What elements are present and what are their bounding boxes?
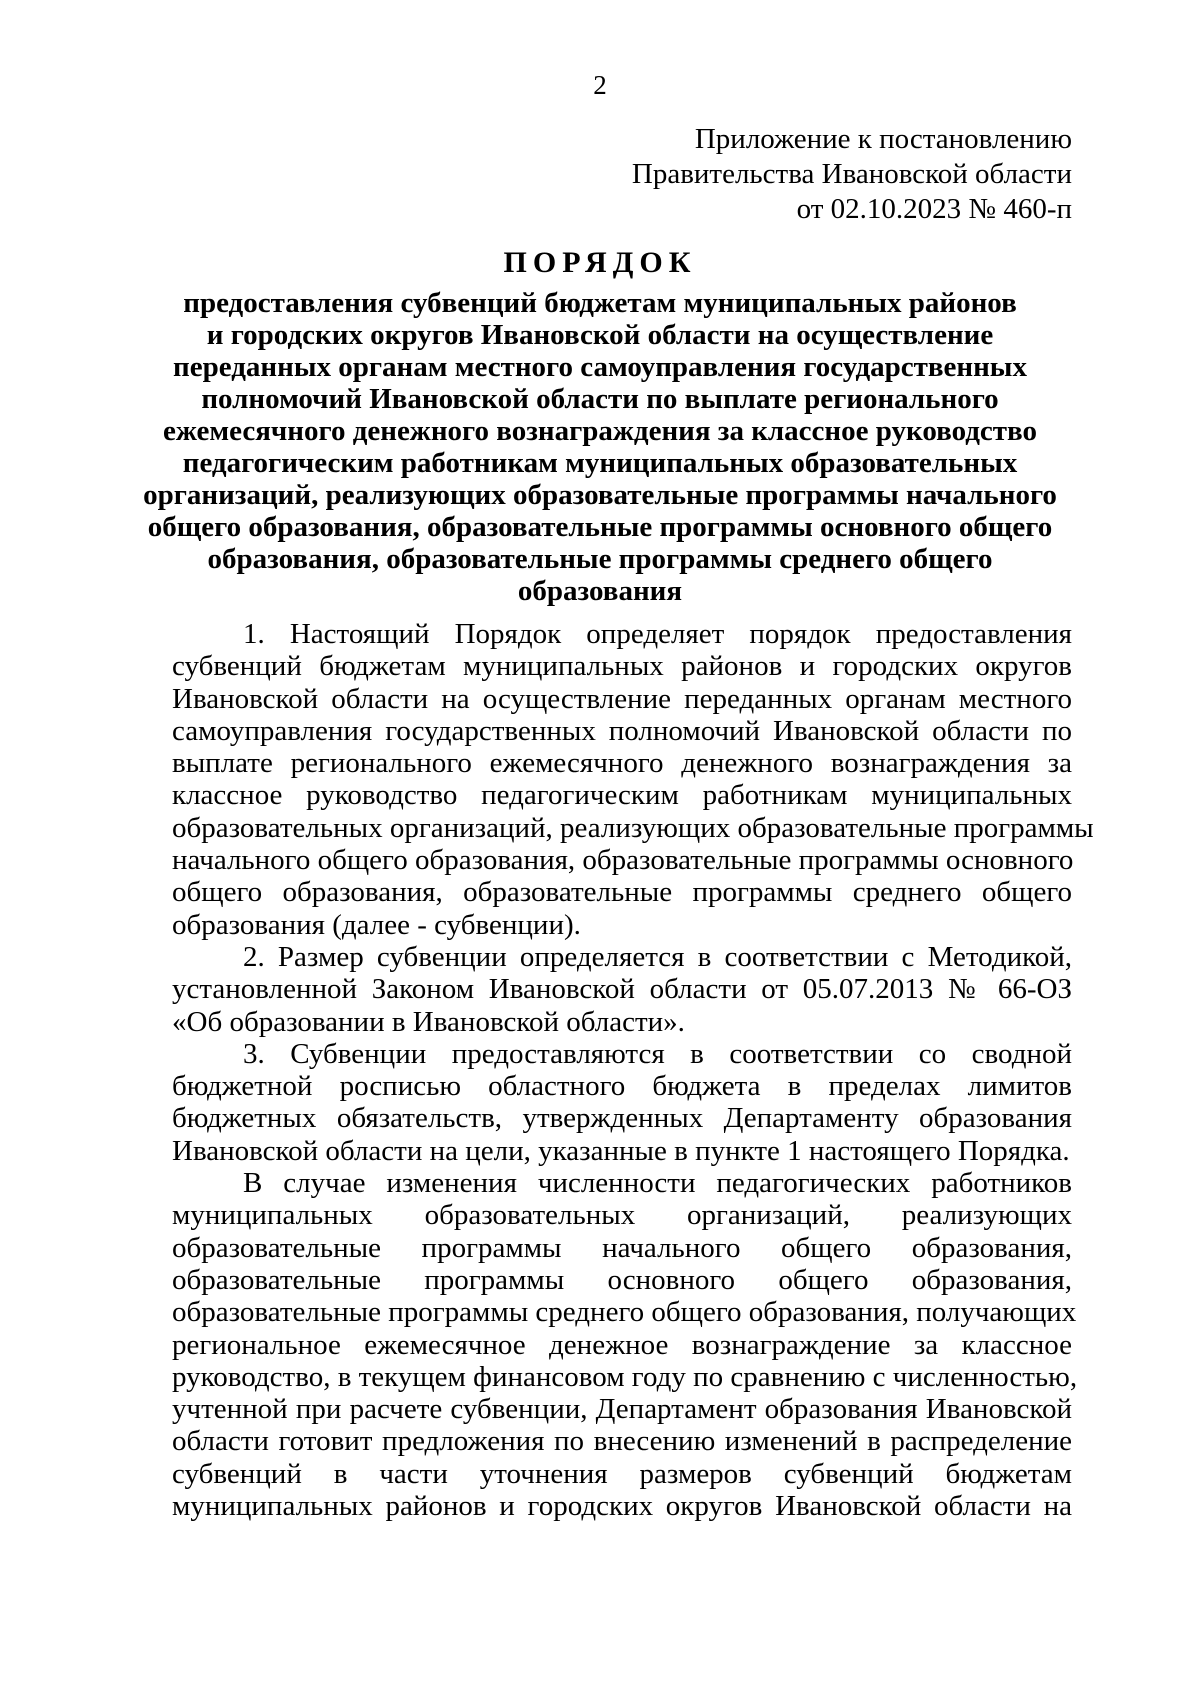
paragraph-4	[172, 1167, 1078, 1523]
document-subtitle	[0, 287, 1200, 607]
body-line: муниципальных образовательных организаций, реализующих	[172, 1199, 1072, 1232]
body-line: образования (далее - субвенции).	[172, 908, 581, 941]
paragraph-2	[172, 941, 1072, 1038]
page-number: 2	[593, 70, 607, 100]
subtitle-line: переданных органам местного самоуправления государственных	[173, 351, 1027, 383]
body-line: В случае изменения численности педагогических работников	[243, 1167, 1072, 1200]
appendix-line: от 02.10.2023 № 460-п	[796, 193, 1072, 225]
body-line: муниципальных районов и городских округов Ивановской области на	[172, 1490, 1072, 1523]
body-line: образовательные программы основного общего образования,	[172, 1263, 1072, 1296]
body-line: 1. Настоящий Порядок определяет порядок предоставления	[243, 618, 1072, 650]
body-line: субвенций в части уточнения размеров субвенций бюджетам	[172, 1457, 1072, 1490]
appendix-header	[632, 122, 1072, 227]
body-line: региональное ежемесячное денежное вознаграждение за классное	[172, 1328, 1072, 1361]
paragraph-3	[172, 1038, 1072, 1167]
body-line: Ивановской области на цели, указанные в пункте 1 настоящего Порядка.	[172, 1134, 1070, 1167]
subtitle-line: педагогическим работникам муниципальных образовательных	[182, 447, 1018, 479]
subtitle-line: ежемесячного денежного вознаграждения за классное руководство	[163, 415, 1037, 447]
body-line: начального общего образования, образовательные программы основного	[172, 844, 1074, 877]
body-line: образовательных организаций, реализующих образовательные программы	[172, 811, 1094, 844]
body-line: общего образования, образовательные программы среднего общего	[172, 876, 1072, 909]
body-line: бюджетной росписью областного бюджета в пределах лимитов	[172, 1070, 1072, 1103]
body-line: «Об образовании в Ивановской области».	[172, 1005, 685, 1038]
subtitle-line: общего образования, образовательные программы основного общего	[147, 511, 1053, 543]
paragraph-1	[172, 618, 1094, 941]
body-line: образовательные программы начального общего образования,	[172, 1231, 1072, 1264]
body-line: учтенной при расчете субвенции, Департамент образования Ивановской	[172, 1393, 1072, 1426]
appendix-line: Приложение к постановлению	[694, 123, 1072, 155]
body-line: установленной Законом Ивановской области от 05.07.2013 № 66-ОЗ	[172, 973, 1072, 1006]
body-line: руководство, в текущем финансовом году по сравнению с численностью,	[172, 1360, 1078, 1393]
subtitle-line: образования	[517, 575, 683, 607]
subtitle-line: образования, образовательные программы среднего общего	[207, 543, 993, 575]
body-line: области готовит предложения по внесению изменений в распределение	[172, 1425, 1072, 1458]
body-line: классное руководство педагогическим работникам муниципальных	[172, 779, 1072, 812]
document-title: ПОРЯДОК	[503, 246, 697, 279]
body-line: 3. Субвенции предоставляются в соответствии со сводной	[243, 1037, 1072, 1070]
appendix-line: Правительства Ивановской области	[631, 158, 1072, 190]
body-line: 2. Размер субвенции определяется в соответствии с Методикой,	[243, 940, 1072, 973]
subtitle-line: полномочий Ивановской области по выплате регионального	[201, 383, 999, 415]
subtitle-line: организаций, реализующих образовательные программы начального	[143, 479, 1057, 511]
subtitle-line: и городских округов Ивановской области на осуществление	[206, 319, 994, 351]
body-line: субвенций бюджетам муниципальных районов и городских округов	[172, 650, 1072, 683]
document-body	[172, 618, 1094, 1523]
body-line: Ивановской области на осуществление переданных органам местного	[172, 682, 1072, 715]
body-line: образовательные программы среднего общего образования, получающих	[172, 1296, 1077, 1329]
body-line: бюджетных обязательств, утвержденных Департаменту образования	[172, 1102, 1072, 1135]
subtitle-line: предоставления субвенций бюджетам муниципальных районов	[183, 287, 1017, 319]
body-line: самоуправления государственных полномочий Ивановской области по	[172, 714, 1072, 747]
body-line: выплате регионального ежемесячного денежного вознаграждения за	[172, 747, 1072, 780]
